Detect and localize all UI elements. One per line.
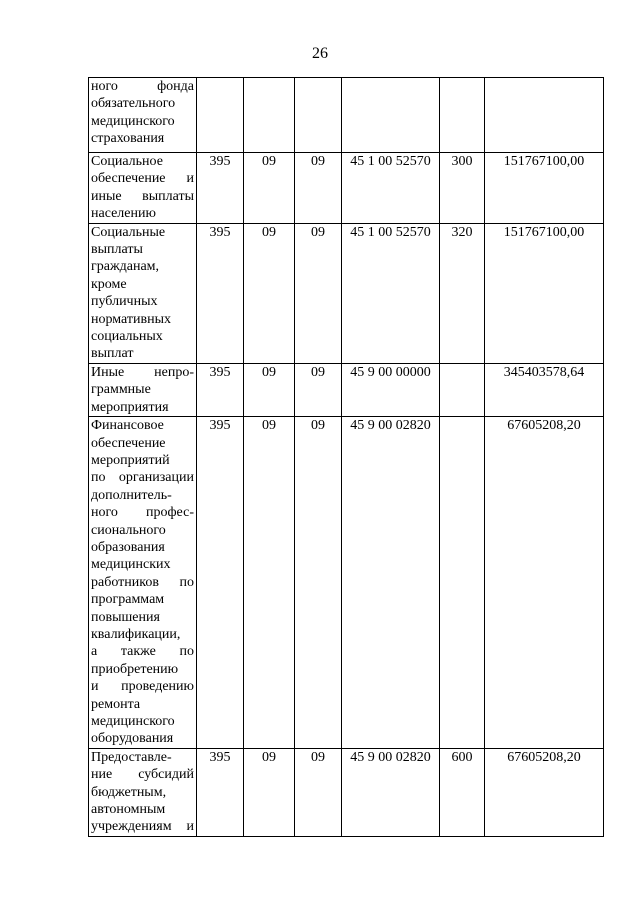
section-code-cell: 09	[244, 363, 295, 416]
item-name-line: квалификации,	[91, 626, 181, 642]
item-name-line: Финансовое	[91, 418, 164, 434]
item-name-cell	[89, 223, 197, 363]
subsection-code-cell: 09	[295, 153, 342, 224]
item-name-cell	[89, 748, 197, 836]
section-code-cell: 09	[244, 153, 295, 224]
item-name-line: граммные	[91, 382, 151, 398]
table-row	[89, 153, 604, 224]
item-name-line: образования	[91, 539, 165, 555]
table-row	[89, 748, 604, 836]
subsection-code-cell: 09	[295, 223, 342, 363]
item-name-cell	[89, 363, 197, 416]
item-name-line: Социальное	[91, 154, 163, 169]
item-name-line: ремонта	[91, 696, 141, 712]
amount-cell: 67605208,20	[485, 748, 604, 836]
item-name-line: ного фонда	[91, 79, 194, 94]
grbs-code-cell	[197, 78, 244, 153]
item-name-line: повышения	[91, 609, 160, 625]
expense-type-cell	[440, 78, 485, 153]
item-name-line: иные выплаты	[91, 188, 194, 204]
expense-type-cell	[440, 417, 485, 749]
subsection-code-cell	[295, 78, 342, 153]
table-body	[89, 78, 604, 837]
item-name-line: страхования	[91, 131, 165, 147]
item-name-line: ние субсидий	[91, 767, 194, 783]
expense-type-cell: 320	[440, 223, 485, 363]
table-row	[89, 78, 604, 153]
amount-cell: 345403578,64	[485, 363, 604, 416]
item-name-line: ного профес-	[91, 505, 194, 521]
amount-cell: 67605208,20	[485, 417, 604, 749]
item-name-cell	[89, 417, 197, 749]
amount-cell: 151767100,00	[485, 153, 604, 224]
target-article-cell: 45 9 00 02820	[342, 748, 440, 836]
section-code-cell: 09	[244, 748, 295, 836]
table-row	[89, 223, 604, 363]
item-name-line: Социальные	[91, 224, 166, 240]
item-name-line: нормативных	[91, 311, 172, 327]
grbs-code-cell: 395	[197, 417, 244, 749]
subsection-code-cell: 09	[295, 748, 342, 836]
item-name-line: медицинского	[91, 113, 175, 129]
item-name-line: Иные непро-	[91, 364, 194, 380]
item-name-line: выплаты	[91, 242, 143, 258]
amount-cell	[485, 78, 604, 153]
item-name-line: программам	[91, 592, 165, 608]
target-article-cell: 45 1 00 52570	[342, 223, 440, 363]
item-name-line: выплат	[91, 346, 134, 362]
item-name-line: дополнитель-	[91, 487, 172, 503]
grbs-code-cell: 395	[197, 153, 244, 224]
amount-cell: 151767100,00	[485, 223, 604, 363]
item-name-line: обеспечение и	[91, 171, 194, 187]
item-name-line: обязательного	[91, 96, 176, 112]
item-name-cell	[89, 78, 197, 153]
expense-type-cell	[440, 363, 485, 416]
item-name-line: населению	[91, 206, 156, 222]
section-code-cell: 09	[244, 223, 295, 363]
table-row	[89, 363, 604, 416]
section-code-cell	[244, 78, 295, 153]
item-name-line: учреждениям и	[91, 819, 194, 835]
item-name-line: работников по	[91, 574, 194, 590]
table-row	[89, 417, 604, 749]
item-name-line: мероприятий	[91, 452, 170, 468]
item-name-line: медицинского	[91, 714, 175, 729]
item-name-line: публичных	[91, 294, 158, 310]
item-name-line: кроме	[91, 276, 127, 292]
target-article-cell: 45 9 00 02820	[342, 417, 440, 749]
target-article-cell: 45 1 00 52570	[342, 153, 440, 224]
item-name-line: по организации	[91, 470, 194, 486]
grbs-code-cell: 395	[197, 223, 244, 363]
item-name-line: сионального	[91, 522, 166, 538]
item-name-line: медицинских	[91, 557, 171, 573]
item-name-line: а также по	[91, 644, 194, 660]
target-article-cell: 45 9 00 00000	[342, 363, 440, 416]
item-name-line: приобретению	[91, 661, 179, 677]
item-name-line: автономным	[91, 802, 166, 818]
section-code-cell: 09	[244, 417, 295, 749]
grbs-code-cell: 395	[197, 363, 244, 416]
item-name-line: социальных	[91, 329, 163, 345]
budget-table	[88, 77, 604, 837]
expense-type-cell: 600	[440, 748, 485, 836]
target-article-cell	[342, 78, 440, 153]
item-name-line: Предоставле-	[91, 749, 172, 765]
item-name-line: обеспечение	[91, 435, 166, 451]
item-name-line: мероприятия	[91, 399, 169, 415]
item-name-cell	[89, 153, 197, 224]
item-name-line: гражданам,	[91, 259, 160, 275]
item-name-line: бюджетным,	[91, 784, 167, 800]
subsection-code-cell: 09	[295, 363, 342, 416]
expense-type-cell: 300	[440, 153, 485, 224]
item-name-line: и проведению	[91, 679, 194, 695]
grbs-code-cell: 395	[197, 748, 244, 836]
item-name-line: оборудования	[91, 731, 174, 747]
page-number: 26	[312, 45, 328, 62]
subsection-code-cell: 09	[295, 417, 342, 749]
